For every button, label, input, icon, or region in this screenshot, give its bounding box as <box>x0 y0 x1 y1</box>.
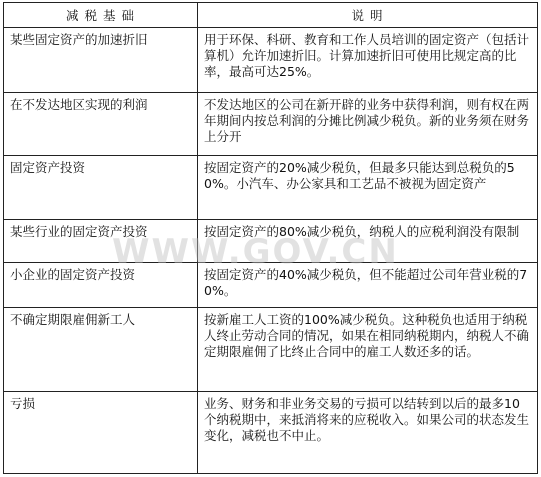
table-row <box>4 156 538 220</box>
cell-basis: 亏损 <box>4 391 198 473</box>
tax-reduction-table-container <box>3 2 537 474</box>
table-row <box>4 92 538 156</box>
cell-description: 不发达地区的公司在新开辟的业务中获得利润，则有权在两年期间内按总利润的分摊比例减少税负。新的业务须在财务上分开 <box>198 92 538 156</box>
watermark: WWW.GOV.CN <box>112 232 399 272</box>
cell-basis: 某些固定资产的加速折旧 <box>4 28 198 93</box>
cell-description: 按固定资产的40%减少税负，但不能超过公司年营业税的70%。 <box>198 262 538 307</box>
table-row <box>4 219 538 262</box>
cell-basis: 在不发达地区实现的利润 <box>4 92 198 156</box>
cell-description: 按固定资产的80%减少税负，纳税人的应税利润没有限制 <box>198 219 538 262</box>
cell-basis: 不确定期限雇佣新工人 <box>4 307 198 391</box>
cell-basis: 固定资产投资 <box>4 156 198 220</box>
header-basis: 减 税 基 础 <box>4 3 198 28</box>
cell-description: 按新雇工人工资的100%减少税负。这种税负也适用于纳税人终止劳动合同的情况，如果在相同纳税期内，纳税人不确定期限雇佣了比终止合同中的雇工人数还多的话。 <box>198 307 538 391</box>
table-row <box>4 28 538 93</box>
tax-reduction-table <box>3 2 538 474</box>
table-row <box>4 262 538 307</box>
table-header-row <box>4 3 538 28</box>
cell-description: 业务、财务和非业务交易的亏损可以结转到以后的最多10个纳税期中，来抵消将来的应税收入。如果公司的状态发生变化，减税也不中止。 <box>198 391 538 473</box>
cell-description: 按固定资产的20%减少税负，但最多只能达到总税负的50%。小汽车、办公家具和工艺品不被视为固定资产 <box>198 156 538 220</box>
cell-basis: 某些行业的固定资产投资 <box>4 219 198 262</box>
cell-basis: 小企业的固定资产投资 <box>4 262 198 307</box>
table-row <box>4 391 538 473</box>
header-description: 说 明 <box>198 3 538 28</box>
table-row <box>4 307 538 391</box>
cell-description: 用于环保、科研、教育和工作人员培训的固定资产（包括计算机）允许加速折旧。计算加速折旧可使用比规定高的比率，最高可达25%。 <box>198 28 538 93</box>
